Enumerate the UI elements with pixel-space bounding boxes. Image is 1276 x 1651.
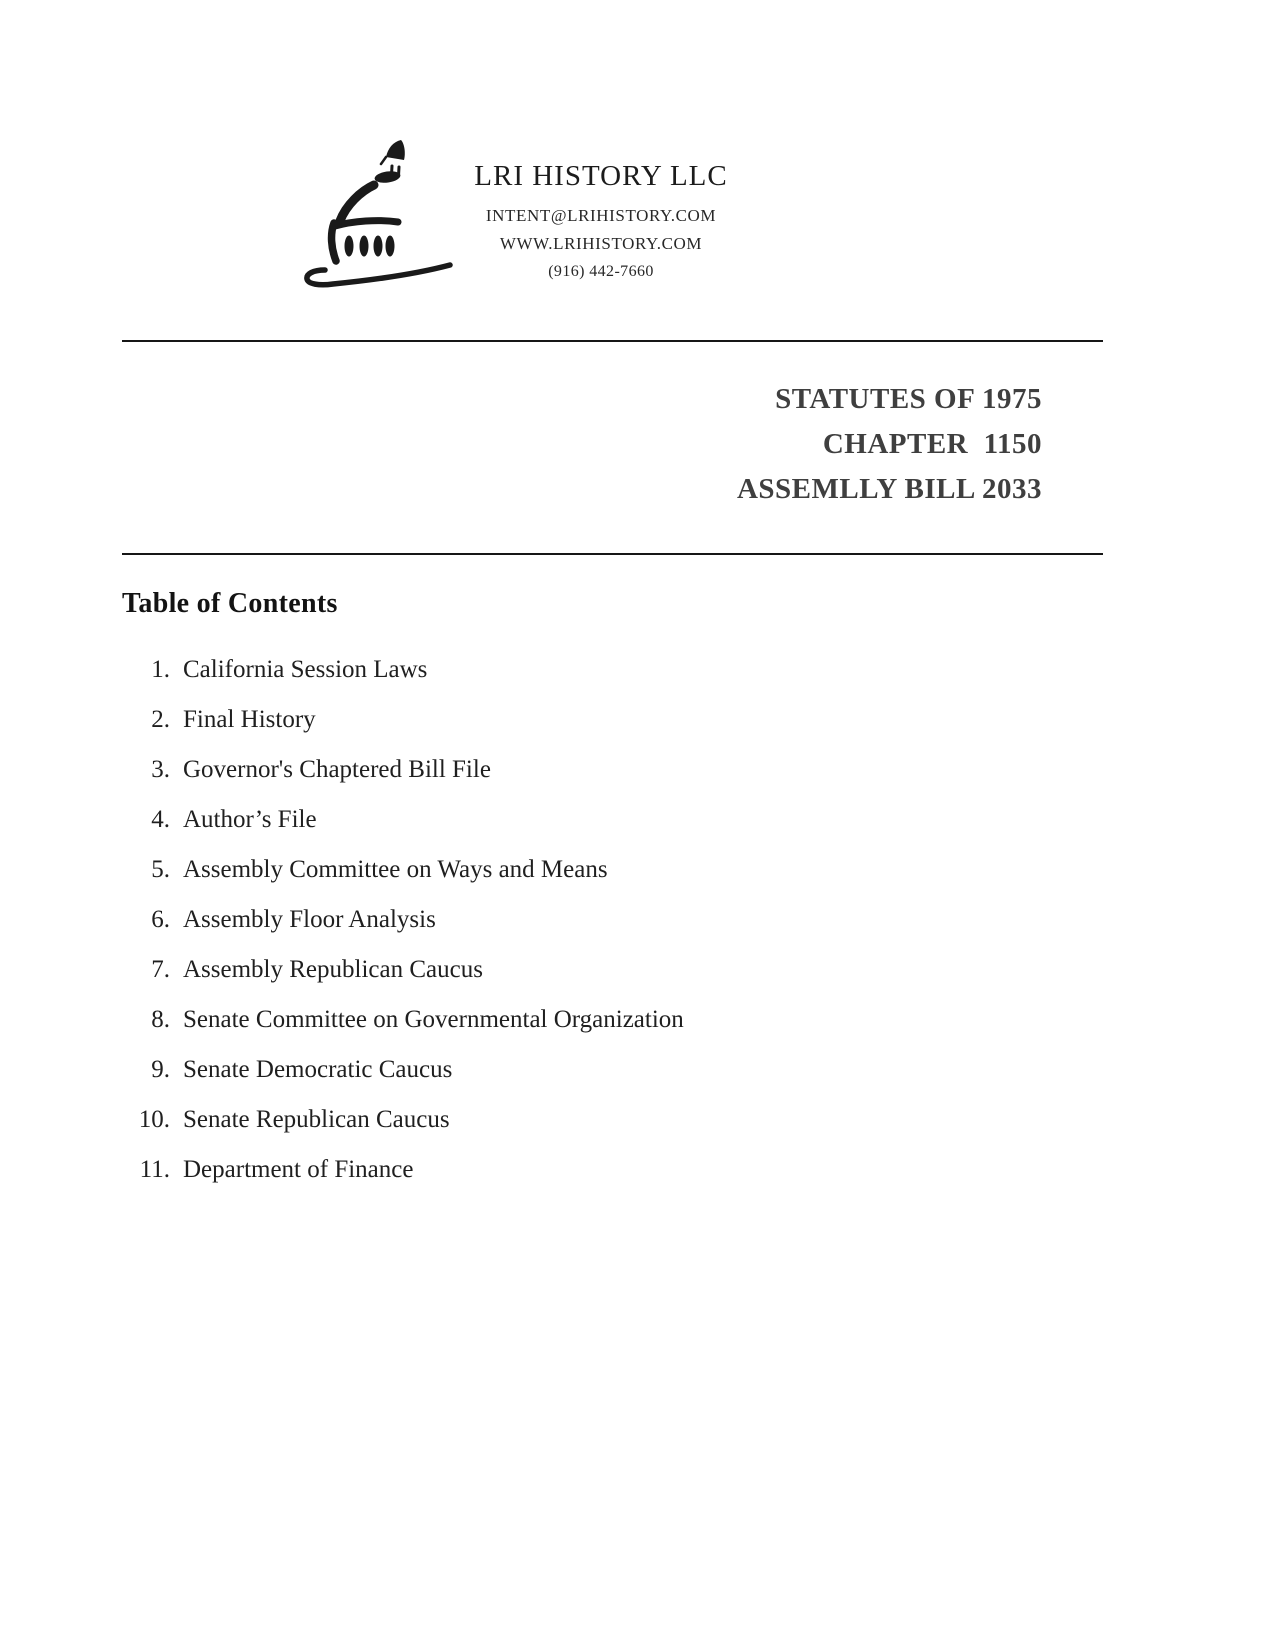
toc-item	[122, 1095, 1022, 1145]
toc-item-label: Author’s File	[183, 806, 317, 833]
toc-item	[122, 945, 1022, 995]
toc-item	[122, 795, 1022, 845]
toc-item	[122, 1045, 1022, 1095]
company-name: LRI HISTORY LLC	[474, 160, 728, 192]
toc-item-label: Senate Republican Caucus	[183, 1106, 450, 1133]
toc-item-number: 2.	[151, 706, 170, 733]
toc-item-label: Department of Finance	[183, 1156, 414, 1183]
statute-reference-block	[737, 377, 1042, 512]
toc-item-number: 5.	[151, 856, 170, 883]
statutes-year-line: STATUTES OF 1975	[775, 383, 1042, 415]
company-email: INTENT@LRIHISTORY.COM	[485, 206, 717, 225]
toc-item-number: 9.	[151, 1056, 170, 1083]
toc-item	[122, 695, 1022, 745]
toc-item	[122, 895, 1022, 945]
toc-item-label: Final History	[183, 706, 316, 733]
toc-item-label: Governor's Chaptered Bill File	[183, 756, 491, 783]
toc-item-label: Assembly Floor Analysis	[183, 906, 436, 933]
toc-item-number: 1.	[151, 656, 170, 683]
toc-item-number: 7.	[151, 956, 170, 983]
toc-item-number: 10.	[138, 1106, 170, 1133]
company-website: WWW.LRIHISTORY.COM	[499, 234, 703, 253]
toc-item-number: 3.	[151, 756, 170, 783]
toc-item-label: Assembly Committee on Ways and Means	[183, 856, 608, 883]
toc-item-label: Assembly Republican Caucus	[183, 956, 483, 983]
toc-item	[122, 1145, 1022, 1195]
toc-item	[122, 845, 1022, 895]
toc-list	[122, 645, 1022, 1195]
toc-item-number: 11.	[139, 1156, 170, 1183]
divider-bottom	[122, 553, 1103, 555]
toc-item	[122, 645, 1022, 695]
assembly-bill-line: ASSEMLLY BILL 2033	[736, 473, 1042, 505]
toc-item-label: Senate Committee on Governmental Organization	[183, 1006, 684, 1033]
toc-title: Table of Contents	[122, 588, 338, 619]
toc-item-label: California Session Laws	[183, 656, 428, 683]
toc-item-number: 8.	[151, 1006, 170, 1033]
company-phone: (916) 442-7660	[548, 263, 654, 280]
chapter-line: CHAPTER 1150	[822, 428, 1042, 460]
toc-item	[122, 995, 1022, 1045]
toc-item-number: 4.	[151, 806, 170, 833]
toc-item-number: 6.	[151, 906, 170, 933]
toc-item-label: Senate Democratic Caucus	[183, 1056, 453, 1083]
divider-top	[122, 340, 1103, 342]
toc-item	[122, 745, 1022, 795]
